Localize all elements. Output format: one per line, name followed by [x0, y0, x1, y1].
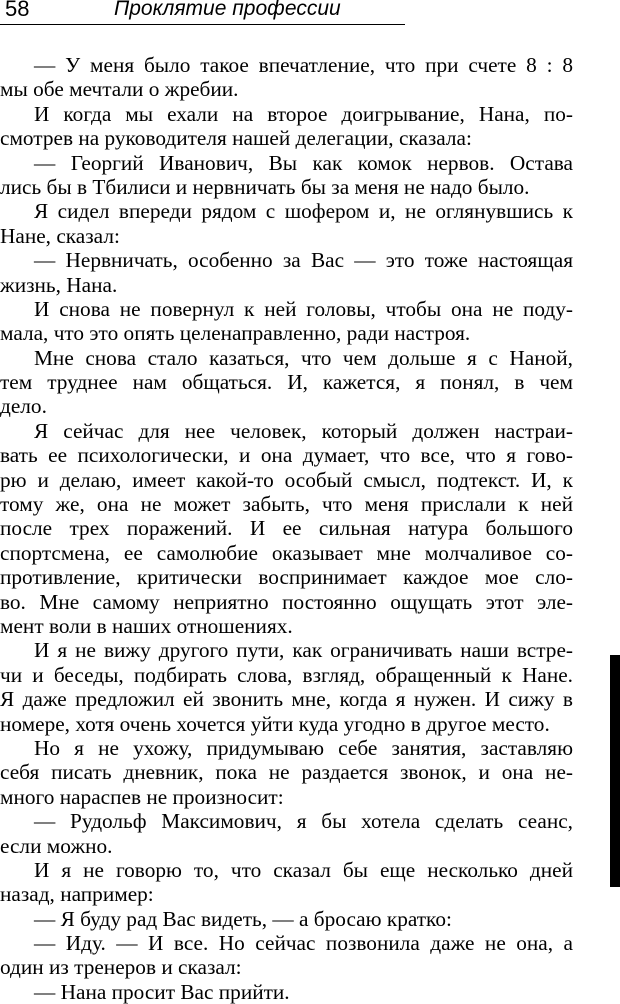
- text-line: И я не говорю то, что сказал бы еще несколько дней: [34, 857, 573, 882]
- text-line: Я даже предложил ей звонить мне, когда я нужен. И сижу в: [0, 687, 573, 712]
- text-line: один из тренеров и сказал:: [0, 955, 242, 980]
- text-line: тому же, она не может забыть, что меня прислали к ней: [0, 492, 573, 517]
- text-line: после трех поражений. И ее сильная натура большого: [0, 516, 573, 541]
- text-line: лись бы в Тбилиси и нервничать бы за меня не надо было.: [0, 174, 530, 199]
- text-line: во. Мне самому неприятно постоянно ощущать этот эле-: [0, 589, 573, 614]
- text-line: жизнь, Нана.: [0, 272, 118, 297]
- text-line: дело.: [0, 394, 47, 419]
- text-line: И я не вижу другого пути, как ограничивать наши встре-: [34, 638, 573, 663]
- text-line: мала, что это опять целенаправленно, ради настроя.: [0, 321, 471, 346]
- text-line: рю и делаю, имеет какой-то особый смысл, подтекст. И, к: [0, 467, 573, 492]
- text-line: И когда мы ехали на второе доигрывание, Нана, по-: [34, 101, 573, 126]
- text-line: Нане, сказал:: [0, 223, 120, 248]
- running-title: Проклятие профессии: [114, 0, 341, 20]
- text-line: — Нана просит Вас прийти.: [34, 979, 290, 1004]
- text-line: мент воли в наших отношениях.: [0, 613, 293, 638]
- text-line: спортсмена, ее самолюбие оказывает мне молчаливое со-: [0, 540, 573, 565]
- text-line: противление, критически воспринимает каждое мое сло-: [0, 565, 573, 590]
- text-line: — Георгий Иванович, Вы как комок нервов. Остава: [34, 150, 573, 175]
- text-line: много нараспев не произносит:: [0, 784, 284, 809]
- text-line: Мне снова стало казаться, что чем дольше я с Наной,: [34, 345, 573, 370]
- text-line: назад, например:: [0, 882, 154, 907]
- text-line: себя писать дневник, пока не раздается звонок, и она не-: [0, 760, 573, 785]
- text-line: — Нервничать, особенно за Вас — это тоже настоящая: [34, 248, 573, 273]
- text-line: номере, хотя очень хочется уйти куда угодно в другое место.: [0, 711, 550, 736]
- text-line: если можно.: [0, 833, 113, 858]
- text-line: — Рудольф Максимович, я бы хотела сделать сеанс,: [34, 809, 573, 834]
- text-line: — Я буду рад Вас видеть, — а бросаю кратко:: [34, 906, 452, 931]
- text-line: Я сидел впереди рядом с шофером и, не оглянувшись к: [34, 199, 573, 224]
- text-line: вать ее психологически, и она думает, что все, что я гово-: [0, 443, 573, 468]
- text-line: мы обе мечтали о жребии.: [0, 77, 239, 102]
- text-line: — У меня было такое впечатление, что при счете 8 : 8: [34, 53, 573, 77]
- text-line: тем труднее нам общаться. И, кажется, я понял, в чем: [0, 370, 573, 395]
- text-line: И снова не повернул к ней головы, чтобы она не поду-: [34, 296, 573, 321]
- body-text: [0, 53, 573, 1004]
- text-line: смотрев на руководителя нашей делегации, сказала:: [0, 126, 472, 151]
- page-header: [0, 0, 405, 25]
- text-line: Я сейчас для нее человек, который должен настраи-: [34, 418, 573, 443]
- text-line: чи и беседы, подбирать слова, взгляд, обращенный к Нане.: [0, 662, 573, 687]
- text-line: — Иду. — И все. Но сейчас позвонила даже не она, а: [34, 931, 573, 956]
- text-line: Но я не ухожу, придумываю себе занятия, заставляю: [34, 735, 573, 760]
- thumb-index-tab: [610, 655, 620, 887]
- page-number: 58: [5, 0, 30, 21]
